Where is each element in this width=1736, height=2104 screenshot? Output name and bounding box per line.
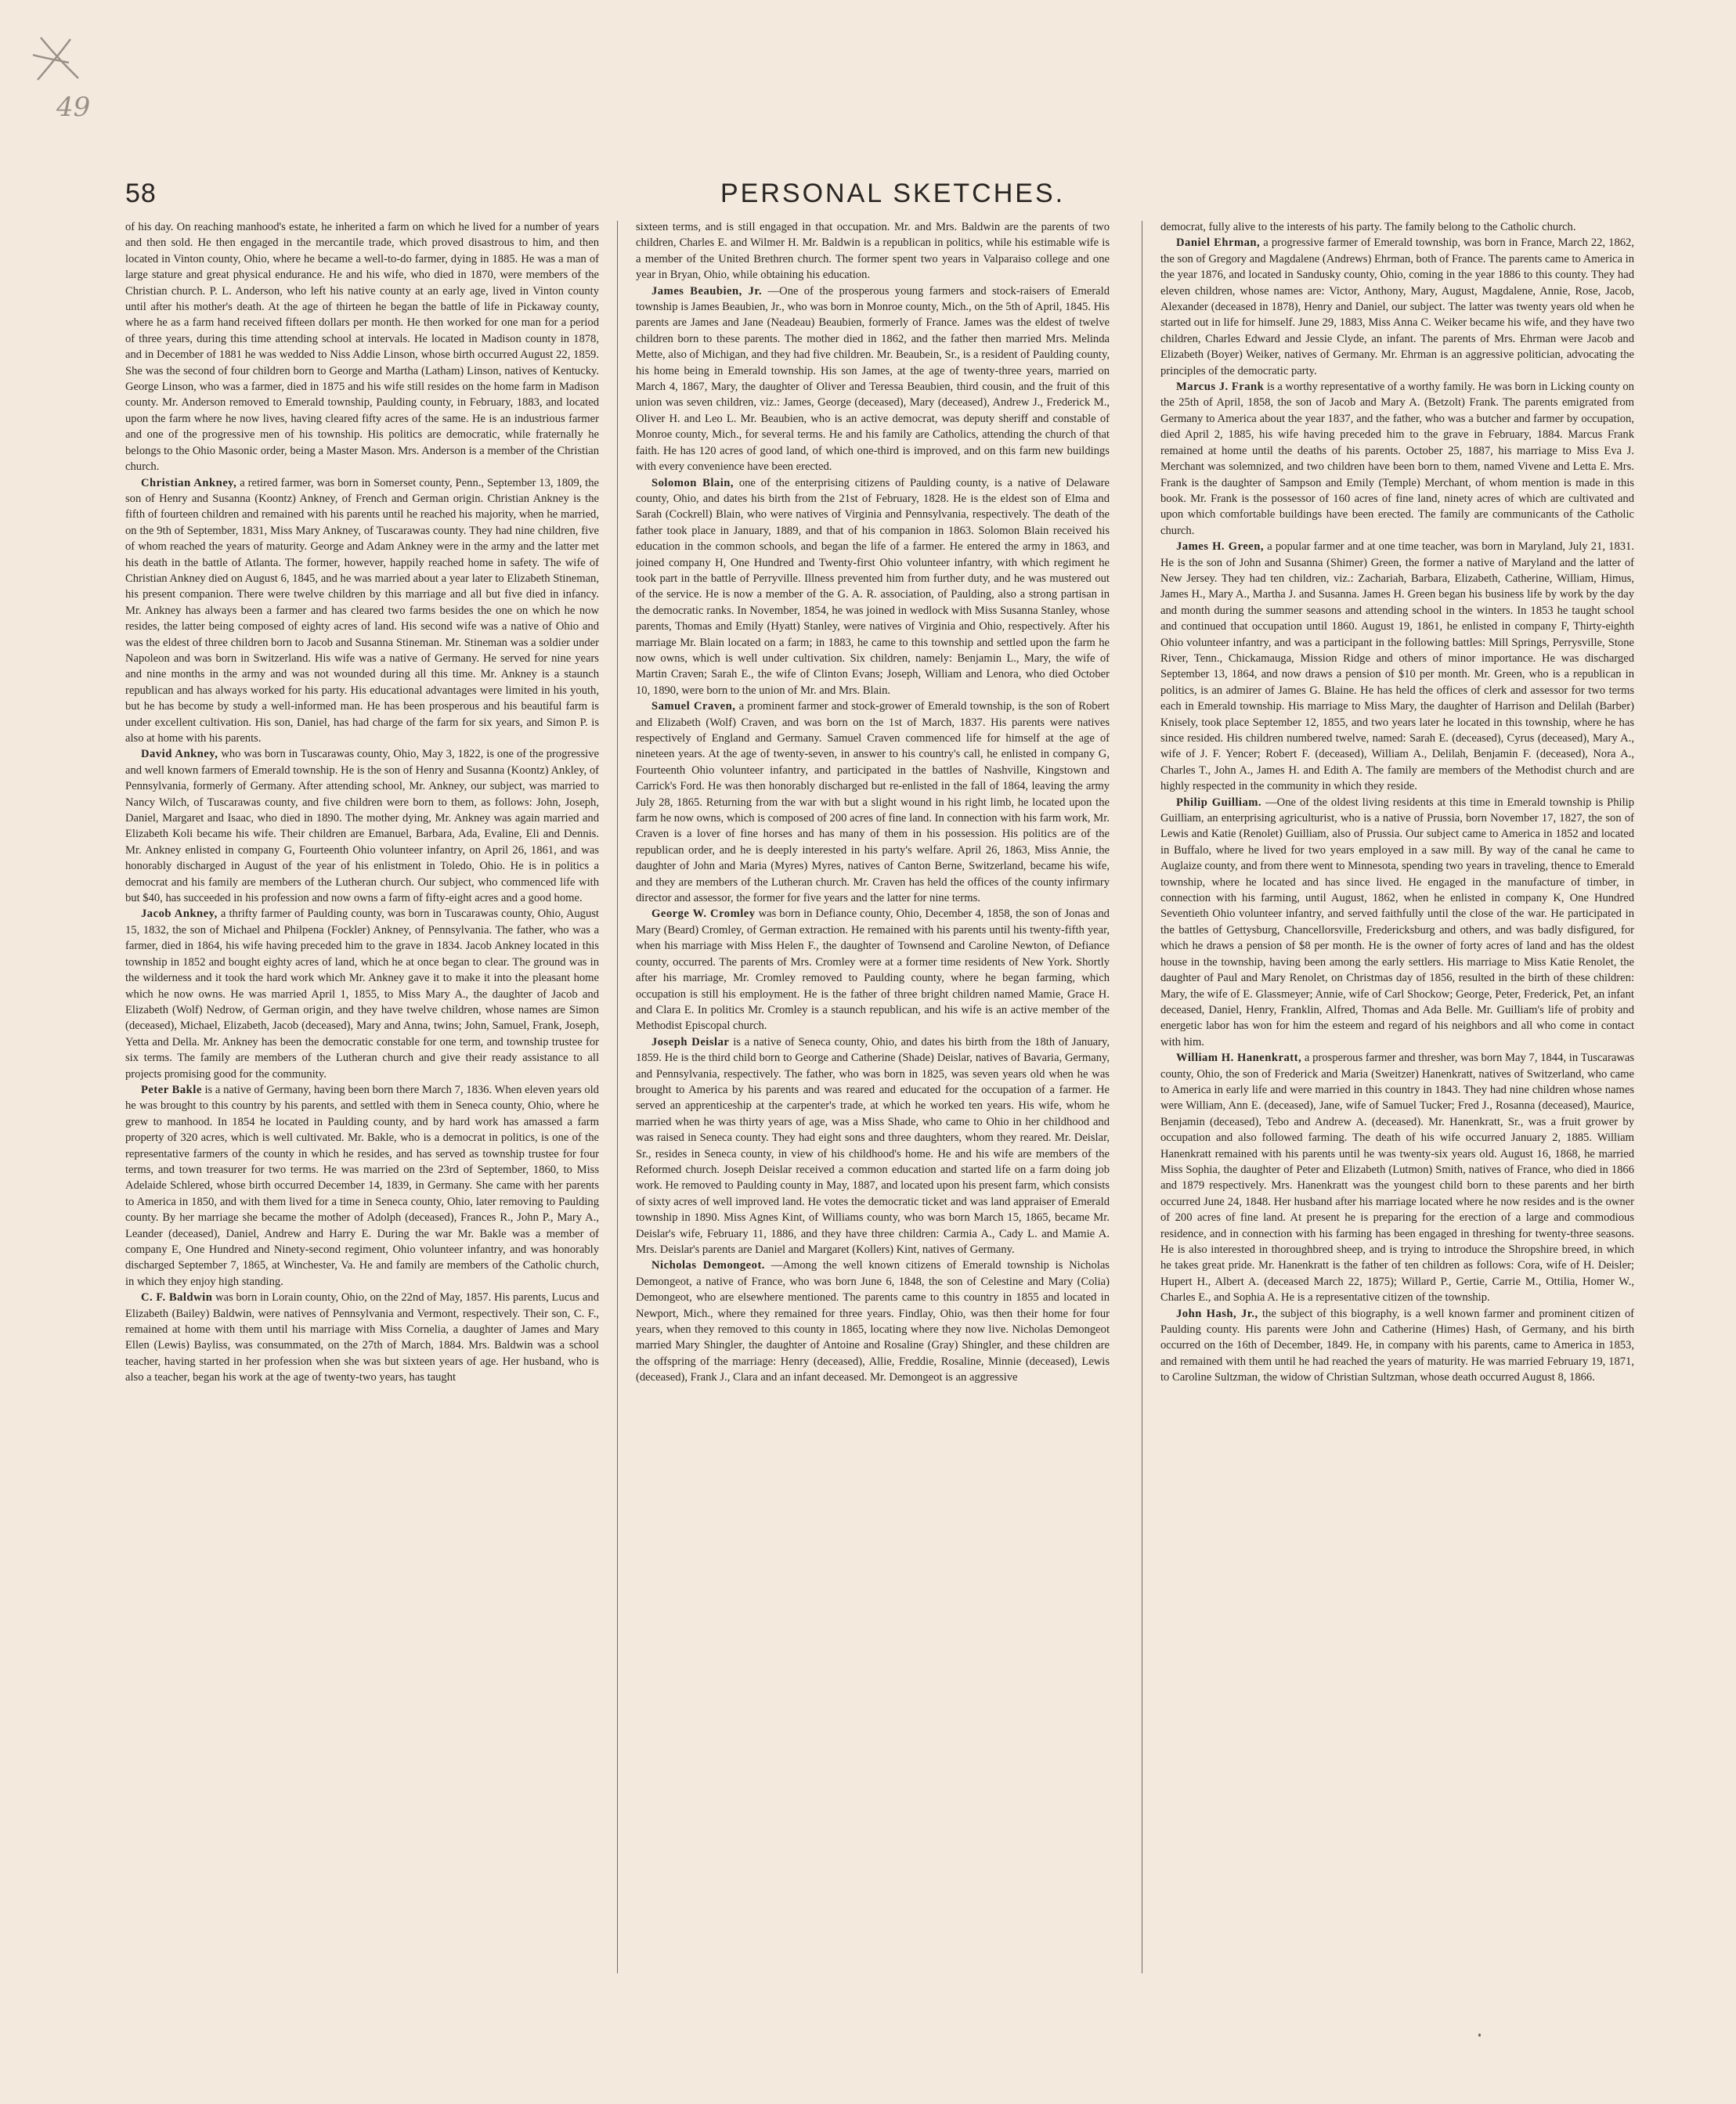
subject-name: Daniel Ehrman, [1176,236,1261,250]
biography-paragraph [1160,539,1634,795]
paragraph-text: a progressive farmer of Emerald township, was born in France, March 22, 1862, the son of Gregory and Magdalene (Andrews) Ehrman, both of France. The parents came to America in the year 1876, and located in Sandusky county, Ohio, coming in the year 1886 to this county. They had eleven children, whose names are: Victor, Anthony, Mary, August, Magdalene, Annie, Rose, Jacob, Alexander (deceased in 1878), Henry and Daniel, our subject. The latter was twenty years old when he started out in life for himself. June 29, 1883, Miss Anna C. Weiker became his wife, and they have two children, Charles Edward and Jessie Clyde, an infant. The parents of Mrs. Ehrman were Jacob and Elizabeth (Boyer) Weiker, natives of Germany. Mr. Ehrman is an aggressive politician, advocating the principles of the democratic party. [1160,236,1634,377]
subject-name: Philip Guilliam. [1176,796,1262,809]
biography-paragraph [1160,379,1634,539]
text-column-2 [636,219,1110,1973]
subject-name: John Hash, Jr., [1176,1307,1258,1320]
paragraph-text: of his day. On reaching manhood's estate, he inherited a farm on which he lived for a number of years and then sold. He then engaged in the mercantile trade, which proved disastrous to him, and then located in Vinton county, Ohio, where he became a well-to-do farmer, dying in 1885. He was a man of large stature and great physical endurance. He and his wife, who died in 1870, were members of the Christian church. P. L. Anderson, who left his native county at an early age, lived in Vinton county until after his mother's death. At the age of thirteen he began the battle of life in Pickaway county, where he as a farm hand received fifteen dollars per month. He then worked for one man for a period of three years, during this time attending school at intervals. He located in Madison county in 1878, and in December of 1881 he was wedded to Niss Addie Linson, whose birth occurred August 22, 1859. She was the second of four children born to George and Martha (Latham) Linson, natives of Kentucky. George Linson, who was a farmer, died in 1875 and his wife still resides on the home farm in Madison county. Mr. Anderson removed to Emerald township, Paulding county, in February, 1883, and located upon the farm where he now lives, having cleared fifty acres of the same. He is an industrious farmer and one of the progressive men of his township. His politics are democratic, while fraternally he belongs to the Ohio Masonic order, being a Master Mason. Mrs. Anderson is a member of the Christian church. [125,221,599,474]
paragraph-text: is a native of Germany, having been born there March 7, 1836. When eleven years old he was brought to this country by his parents, and settled with them in Seneca county, Ohio, where he grew to manhood. In 1854 he located in Paulding county, and by hard work has amassed a farm property of 320 acres, which is well cultivated. Mr. Bakle, who is a democrat in politics, is one of the representative farmers of the county in which he resides, and has served as township trustee for four terms, and town treasurer for two terms. He was married on the 23rd of September, 1860, to Miss Adelaide Schlered, whose birth occurred December 14, 1839, in Germany. She came with her parents to America in 1850, and with them lived for a time in Seneca county, Ohio, later removing to Paulding county. By her marriage she became the mother of Adolph (deceased), Frances R., John P., Mary A., Leander (deceased), Daniel, Andrew and Harry E. During the war Mr. Bakle was a member of company E, One Hundred and Ninety-second regiment, Ohio volunteer infantry, and was honorably discharged September 7, 1865, at Winchester, Va. He and family are members of the Catholic church, in which they enjoy high standing. [125,1083,599,1288]
paragraph-text: is a worthy representative of a worthy family. He was born in Licking county on the 25th of April, 1858, the son of Jacob and Mary A. (Betzolt) Frank. The parents emigrated from Germany to America about the year 1837, and the father, who was a butcher and farmer by occupation, died April 2, 1885, his wife having preceded him to the grave in February, 1884. Marcus Frank remained at home until the deaths of his parents. October 25, 1887, his marriage to Miss Eva J. Merchant was solemnized, and two children have been born to them, named Vivene and Letta E. Mrs. Frank is the daughter of Sampson and Emily (Temple) Merchant, of whom mention is made in this book. Mr. Frank is the possessor of 160 acres of fine land, ninety acres of which are cultivated and upon which comfortable buildings have been erected. The family are communicants of the Catholic church. [1160,381,1634,537]
subject-name: Samuel Craven, [651,700,736,713]
biography-paragraph [636,475,1110,699]
subject-name: Solomon Blain, [651,476,734,489]
subject-name: Peter Bakle [141,1083,202,1096]
running-title: PERSONAL SKETCHES. [720,179,1066,208]
paragraph-text: is a native of Seneca county, Ohio, and dates his birth from the 18th of January, 1859. He is the third child born to George and Catherine (Shade) Deislar, natives of Bavaria, Germany, and Pennsylvania, respectively. The father, who was born in 1825, was seven years old when he was brought to America by his parents and was reared and educated for the occupation of a farmer. He served an apprenticeship at the carpenter's trade, at which he worked ten years. His wife, whom he married when he was thirty years of age, was a Miss Shade, who came to Ohio in her childhood and was raised in Seneca county. They had eight sons and three daughters, whom they reared. Mr. Deislar, Sr., resides in Seneca county, in view of his childhood's home. He and his wife are members of the Reformed church. Joseph Deislar received a common education and started life on a farm doing job work. He removed to Paulding county in May, 1887, and located upon his present farm, which consists of sixty acres of well improved land. He votes the democratic ticket and was land appraiser of Emerald township in 1890. Miss Agnes Kint, of Williams county, who was born March 15, 1865, became Mr. Deislar's wife, February 11, 1886, and they have three children: Carmia A., Cady L. and Mamie A. Mrs. Deislar's parents are Daniel and Margaret (Kollers) Kint, natives of Germany. [636,1035,1110,1256]
paragraph-text: —Among the well known citizens of Emerald township is Nicholas Demongeot, a native of France, who was born June 6, 1848, the son of Celestine and Mary (Colia) Demongeot, who are elsewhere mentioned. The parents came to this country in 1855 and located in Newport, Mich., where they remained for three years. Findlay, Ohio, was then their home for four years, when they removed to this county in 1865, locating where they now live. Nicholas Demongeot married Mary Shingler, the daughter of Antoine and Rosaline (Gray) Shingler, and these children are the offspring of the marriage: Henry (deceased), Allie, Freddie, Rosaline, Minnie (deceased), Lewis (deceased), Frank J., Clara and an infant deceased. Mr. Demongeot is an aggressive [636,1259,1110,1384]
subject-name: David Ankney, [141,748,218,761]
biography-paragraph [636,1034,1110,1258]
paragraph-text: democrat, fully alive to the interests of his party. The family belong to the Catholic church. [1160,221,1576,233]
paragraph-text: one of the enterprising citizens of Paulding county, is a native of Delaware county, Ohio, and dates his birth from the 21st of February, 1828. He is the eldest son of Elma and Sarah (Cockrell) Blain, who were natives of Virginia and Pennsylvania, respectively. The death of the father took place in January, 1889, and that of his companion in 1863. Solomon Blain received his education in the common schools, and began the life of a farmer. He entered the army in 1863, and joined company H, One Hundred and Twenty-first Ohio volunteer infantry, with which regiment he took part in the battle of Perryville. Illness prevented him from further duty, and he was mustered out of the service. He is now a member of the G. A. R. association, of Paulding, also a strong partisan in the democratic ranks. In November, 1854, he was joined in wedlock with Miss Susanna Stanley, whose parents, Thomas and Emily (Hyatt) Stanley, were natives of Virginia and Ohio, respectively. After his marriage Mr. Blain located on a farm; in 1883, he came to this township and settled upon the farm he now owns, which is well under cultivation. Six children, namely: Benjamin L., Mary, the wife of Martin Craven; Sarah E., the wife of Clinton Evans; Joseph, William and Lenora, who died October 10, 1890, were born to the union of Mr. and Mrs. Blain. [636,476,1110,697]
biography-paragraph [636,1258,1110,1385]
biography-paragraph [1160,795,1634,1051]
continued-paragraph [125,219,599,475]
paragraph-text: a prosperous farmer and thresher, was born May 7, 1844, in Tuscarawas county, Ohio, the son of Frederick and Maria (Sweitzer) Hanenkratt, natives of Switzerland, who came to America in early life and were married in this country in 1843. They had nine children whose names were William, Ann E. (deceased), Jane, wife of Samuel Tucker; Fred J., Rosanna (deceased), Maurice, Benjamin (deceased), Tebo and Andrew A. (deceased). Mr. Hanenkratt, Sr., was a fruit grower by occupation and also followed farming. The death of his wife occurred January 2, 1885. William Hanenkratt remained with his parents until he was twenty-six years old. August 16, 1868, he married Miss Sophia, the daughter of Peter and Elizabeth (Lutmon) Smith, natives of France, who died in 1866 and 1879 respectively. Mrs. Hanenkratt was the youngest child born to these parents and her birth occurred June 24, 1848. Her husband after his marriage located where he now resides and is the owner of 200 acres of fine land. At present he is preparing for the erection of a large and commodious residence, and in connection with his farming has been engaged in threshing for twenty-three seasons. He is also interested in thoroughbred sheep, and is trying to introduce the Shropshire breed, in which he takes great pride. Mr. Hanenkratt is the father of ten children as follows: Cora, wife of H. Deisler; Hupert H., Albert A. (deceased March 22, 1875); Willard P., Gertie, Carrie M., Ottilia, Homer W., Charles E., and Sophia A. He is a representative citizen of the township. [1160,1052,1634,1305]
biography-paragraph [125,906,599,1081]
subject-name: Joseph Deislar [651,1035,730,1048]
biography-paragraph [125,1290,599,1385]
paragraph-text: a prominent farmer and stock-grower of Emerald township, is the son of Robert and Elizabeth (Wolf) Craven, and was born on the 1st of March, 1837. His parents were natives respectively of England and Germany. Samuel Craven commenced life for himself at the age of nineteen years. At the age of twenty-seven, in answer to his country's call, he enlisted in company G, Fourteenth Ohio volunteer infantry, and participated in the battles of Nashville, Kingstown and Carrick's Ford. He was then honorably discharged but re-enlisted in the fall of 1864, leaving the army July 28, 1865. Returning from the war with but a slight wound in his right limb, he located upon the farm he now owns, which is composed of 200 acres of fine land. In connection with his farm work, Mr. Craven is a lover of fine horses and has many of them in his possession. His politics are of the republican order, and he is deeply interested in his party's welfare. April 26, 1863, Miss Annie, the daughter of John and Maria (Myres) Myres, natives of Canton Berne, Switzerland, became his wife, and they are members of the Lutheran church. Mr. Craven has held the offices of the county infirmary director and assessor, the former for five years and the latter for nine terms. [636,700,1110,905]
continued-paragraph [1160,219,1634,235]
biography-paragraph [636,906,1110,1034]
paragraph-text: —One of the oldest living residents at this time in Emerald township is Philip Guilliam, an enterprising agriculturist, who is a native of Prussia, born November 17, 1827, the son of Lewis and Katie (Renolet) Guilliam, also of Prussia. Our subject came to America in 1852 and located in Buffalo, where he lived for two years employed in a saw mill. By way of the canal he came to Auglaize county, and from there went to Minnesota, spending two years in traveling, thence to Emerald township, where he located and has since lived. He engaged in the manufacture of timber, in connection with his farming, until August, 1862, when he enlisted in company K, One Hundred Seventieth Ohio volunteer infantry, and served faithfully until the close of the war. He participated in the battles of Gettysburg, Chancellorsville, Fredericksburg and others, and was badly disfigured, for which he draws a pension of $8 per month. He is the owner of forty acres of land and has the oldest house in the township, having been among the early settlers. His marriage to Miss Katie Renolet, the daughter of Paul and Mary Renolet, on Christmas day of 1856, resulted in the birth of these children: Mary, the wife of E. Glassmeyer; Annie, wife of Carl Shockow; George, Peter, Frederick, Pet, an infant deceased, Daniel, Henry, Franklin, Alfred, Thomas and Ada Belle. Mr. Guilliam's life of probity and energetic labor has won for him the esteem and regard of his neighbors and all who come in contact with him. [1160,796,1634,1048]
paragraph-text: a popular farmer and at one time teacher, was born in Maryland, July 21, 1831. He is the son of John and Susanna (Shimer) Green, the former a native of Maryland and the latter of New Jersey. They had ten children, viz.: Zachariah, Barbara, Elizabeth, Catherine, William, Himus, James H., Mary A., Martha J. and Susanna. James H. Green began his business life by work by the day and month during the summer seasons and attending school in the winters. In 1853 he taught school and continued that occupation until 1860. August 19, 1861, he enlisted in company F, Thirty-eighth Ohio volunteer infantry, and was a participant in the following battles: Mill Springs, Perrysville, Stone River, Tenn., Chickamauga, Mission Ridge and others of minor importance. He was discharged September 13, 1864, and now draws a pension of $10 per month. Mr. Green, who is a republican in politics, is an admirer of James G. Blaine. He has held the offices of clerk and assessor for two terms each in Emerald township. His marriage to Miss Mary, the daughter of Harrison and Delilah (Barber) Knisely, took place September 12, 1855, and two years later he located in this township, where he has since resided. His children numbered twelve, named: Sarah E. (deceased), Cyrus (deceased), Mary A., wife of J. F. Yencer; Robert F. (deceased), William A., Delilah, Benjamin F. (deceased), Nora A., Charles T., John A., James H. and Edith A. The family are members of the Methodist church and are highly respected in the community in which they reside. [1160,540,1634,793]
paragraph-text: who was born in Tuscarawas county, Ohio, May 3, 1822, is one of the progressive and well known farmers of Emerald township. He is the son of Henry and Susanna (Koontz) Ankley, of Pennsylvania, formerly of Germany. After attending school, Mr. Ankney, our subject, was married to Nancy Wilch, of Tuscarawas county, and five children were born to them, as follows: John, Joseph, Daniel, Margaret and Isaac, who died in 1890. The mother dying, Mr. Ankney was again married and Elizabeth Koli became his wife. Their children are Emanuel, Barbara, Ada, Evaline, Eli and Dennis. Mr. Ankney enlisted in company G, Fourteenth Ohio volunteer infantry, on April 26, 1861, and was honorably discharged in August of the year of his enlistment in Toledo, Ohio. He is in politics a democrat and his family are members of the Lutheran church. Our subject, who commenced life with but $40, has succeeded in his profession and now owns a farm of fifty-eight acres and a good home. [125,748,599,905]
subject-name: Marcus J. Frank [1176,381,1265,394]
paragraph-text: the subject of this biography, is a well known farmer and prominent citizen of Paulding county. His parents were John and Catherine (Himes) Hash, of Germany, and his birth occurred on the 16th of December, 1849. He, in company with his parents, came to America in 1853, and remained with them until he had reached the years of maturity. He was married February 19, 1871, to Caroline Sultzman, the widow of Christian Sultzman, whose death occurred August 8, 1866. [1160,1307,1634,1384]
continued-paragraph [636,219,1110,283]
biography-paragraph [125,746,599,906]
paper-speck [1478,2034,1481,2037]
text-column-3 [1160,219,1634,1973]
biography-paragraph [1160,1306,1634,1386]
biography-paragraph [125,1082,599,1290]
subject-name: James Beaubien, Jr. [651,284,763,298]
pencil-mark-text: 49 [56,92,91,123]
biography-paragraph [636,283,1110,475]
pencil-marginalia [23,31,110,125]
biography-paragraph [1160,235,1634,379]
paragraph-text: was born in Lorain county, Ohio, on the 22nd of May, 1857. His parents, Lucus and Elizabeth (Bailey) Baldwin, were natives of Pennsylvania and Vermont, respectively. Their son, C. F., remained at home with them until his marriage with Miss Cornelia, a daughter of James and Mary Ellen (Lewis) Bayliss, was consummated, on the 27th of March, 1884. Mrs. Baldwin was a school teacher, having started in her profession when she was but sixteen years of age. Her husband, who is also a teacher, began his work at the age of twenty-two years, has taught [125,1291,599,1384]
paragraph-text: a retired farmer, was born in Somerset county, Penn., September 13, 1809, the son of Henry and Susanna (Koontz) Ankney, of French and German origin. Christian Ankney is the fifth of fourteen children and remained with his parents until he reached his majority, when he married, on the 9th of September, 1831, Miss Mary Ankney, of Tuscarawas county. They had nine children, five of whom reached the years of maturity. George and Adam Ankney were in the army and the latter met his death in the battle of Atlanta. The former, however, happily reached home in safety. The wife of Christian Ankney died on August 6, 1845, and he was married about a year later to Elizabeth Stineman, his present companion. There were twelve children by this marriage and all but five died in infancy. Mr. Ankney has always been a farmer and has cleared two farms besides the one on which he now resides, the latter being composed of eighty acres of land. His second wife was a native of Ohio and was the eldest of three children born to Jacob and Susanna Stineman. Mr. Stineman was a soldier under Napoleon and was born in Switzerland. His wife was a native of Germany. He served for nine years and nine months in the army and was not wounded during all this time. Mr. Ankney is a staunch republican and has always worked for his party. His educational advantages were limited in his youth, but he has become by study a well-informed man. He has been prosperous and his beautiful farm is under excellent cultivation. His son, Daniel, has had charge of the farm for six years, and Simon P. is also at home with his parents. [125,476,599,745]
text-column-1 [125,219,599,1973]
column-divider [617,221,618,1973]
paragraph-text: sixteen terms, and is still engaged in that occupation. Mr. and Mrs. Baldwin are the parents of two children, Charles E. and Wilmer H. Mr. Baldwin is a republican in politics, while his estimable wife is a member of the United Brethren church. The former spent two years in Valparaiso college and one year in Bryan, Ohio, while obtaining his education. [636,221,1110,282]
biography-paragraph [1160,1050,1634,1306]
page-number: 58 [125,179,157,208]
paragraph-text: was born in Defiance county, Ohio, December 4, 1858, the son of Jonas and Mary (Beard) Cromley, of German extraction. He remained with his parents until his twenty-fifth year, when his marriage with Miss Helen F., the daughter of Townsend and Caroline Newton, of Defiance county, occurred. The parents of Mrs. Cromley were at a former time residents of New York. Shortly after his marriage, Mr. Cromley removed to Paulding county, where he began farming, which occupation is still his employment. He is the father of three bright children named Mamie, Grace H. and Clara E. In politics Mr. Cromley is a staunch republican, and his wife is an active member of the Methodist Episcopal church. [636,908,1110,1033]
paragraph-text: a thrifty farmer of Paulding county, was born in Tuscarawas county, Ohio, August 15, 1832, the son of Michael and Philpena (Fockler) Ankney, of Pennsylvania. The father, who was a farmer, died in 1864, his wife having preceded him to the grave in 1834. Jacob Ankney located in this township in 1852 and bought eighty acres of land, which he at once began to clear. The ground was in the wilderness and it took the hard work which Mr. Ankney gave it to make it into the pleasant home which he now owns. He was married April 1, 1855, to Miss Mary A., the daughter of Jacob and Elizabeth (Wolf) Nedrow, of German origin, and they have twelve children, whose names are Simon (deceased), Michael, Elizabeth, Jacob (deceased), Mary and Anna, twins; John, Samuel, Frank, Joseph, Yetta and Della. Mr. Ankney has been the democratic constable for one term, and township trustee for six terms. The family are members of the Lutheran church and give their ready assistance to all projects promising good for the community. [125,908,599,1081]
subject-name: James H. Green, [1176,540,1265,554]
subject-name: C. F. Baldwin [141,1291,213,1305]
subject-name: Christian Ankney, [141,476,237,489]
paragraph-text: —One of the prosperous young farmers and stock-raisers of Emerald township is James Beaubien, Jr., who was born in Monroe county, Mich., on the 5th of April, 1845. His parents are James and Jane (Neadeau) Beaubien, formerly of France. James was the eldest of twelve children born to these parents. The mother died in 1862, and the father then married Mrs. Melinda Mette, also of Michigan, and they had five children. Mr. Beaubein, Sr., is a resident of Paulding county, his home being in Emerald township. His son James, at the age of twenty-three years, married on March 4, 1867, Mary, the daughter of Oliver and Teressa Beaubien, third cousin, and the fruit of this union was seven children, viz.: James, George (deceased), Mary (deceased), Andrew J., Frederick M., Oliver H. and Leo L. Mr. Beaubien, who is an active democrat, was deputy sheriff and constable of Monroe county, Mich., for several terms. He and his family are Catholics, attending the church of that faith. He has 120 acres of good land, of which one-third is improved, and on this farm new buildings with every convenience have been erected. [636,284,1110,474]
subject-name: Jacob Ankney, [141,908,218,921]
biography-paragraph [125,475,599,747]
biography-paragraph [636,698,1110,906]
subject-name: William H. Hanenkratt, [1176,1052,1302,1065]
page-header [125,179,1605,213]
subject-name: Nicholas Demongeot. [651,1259,765,1272]
subject-name: George W. Cromley [651,908,756,921]
